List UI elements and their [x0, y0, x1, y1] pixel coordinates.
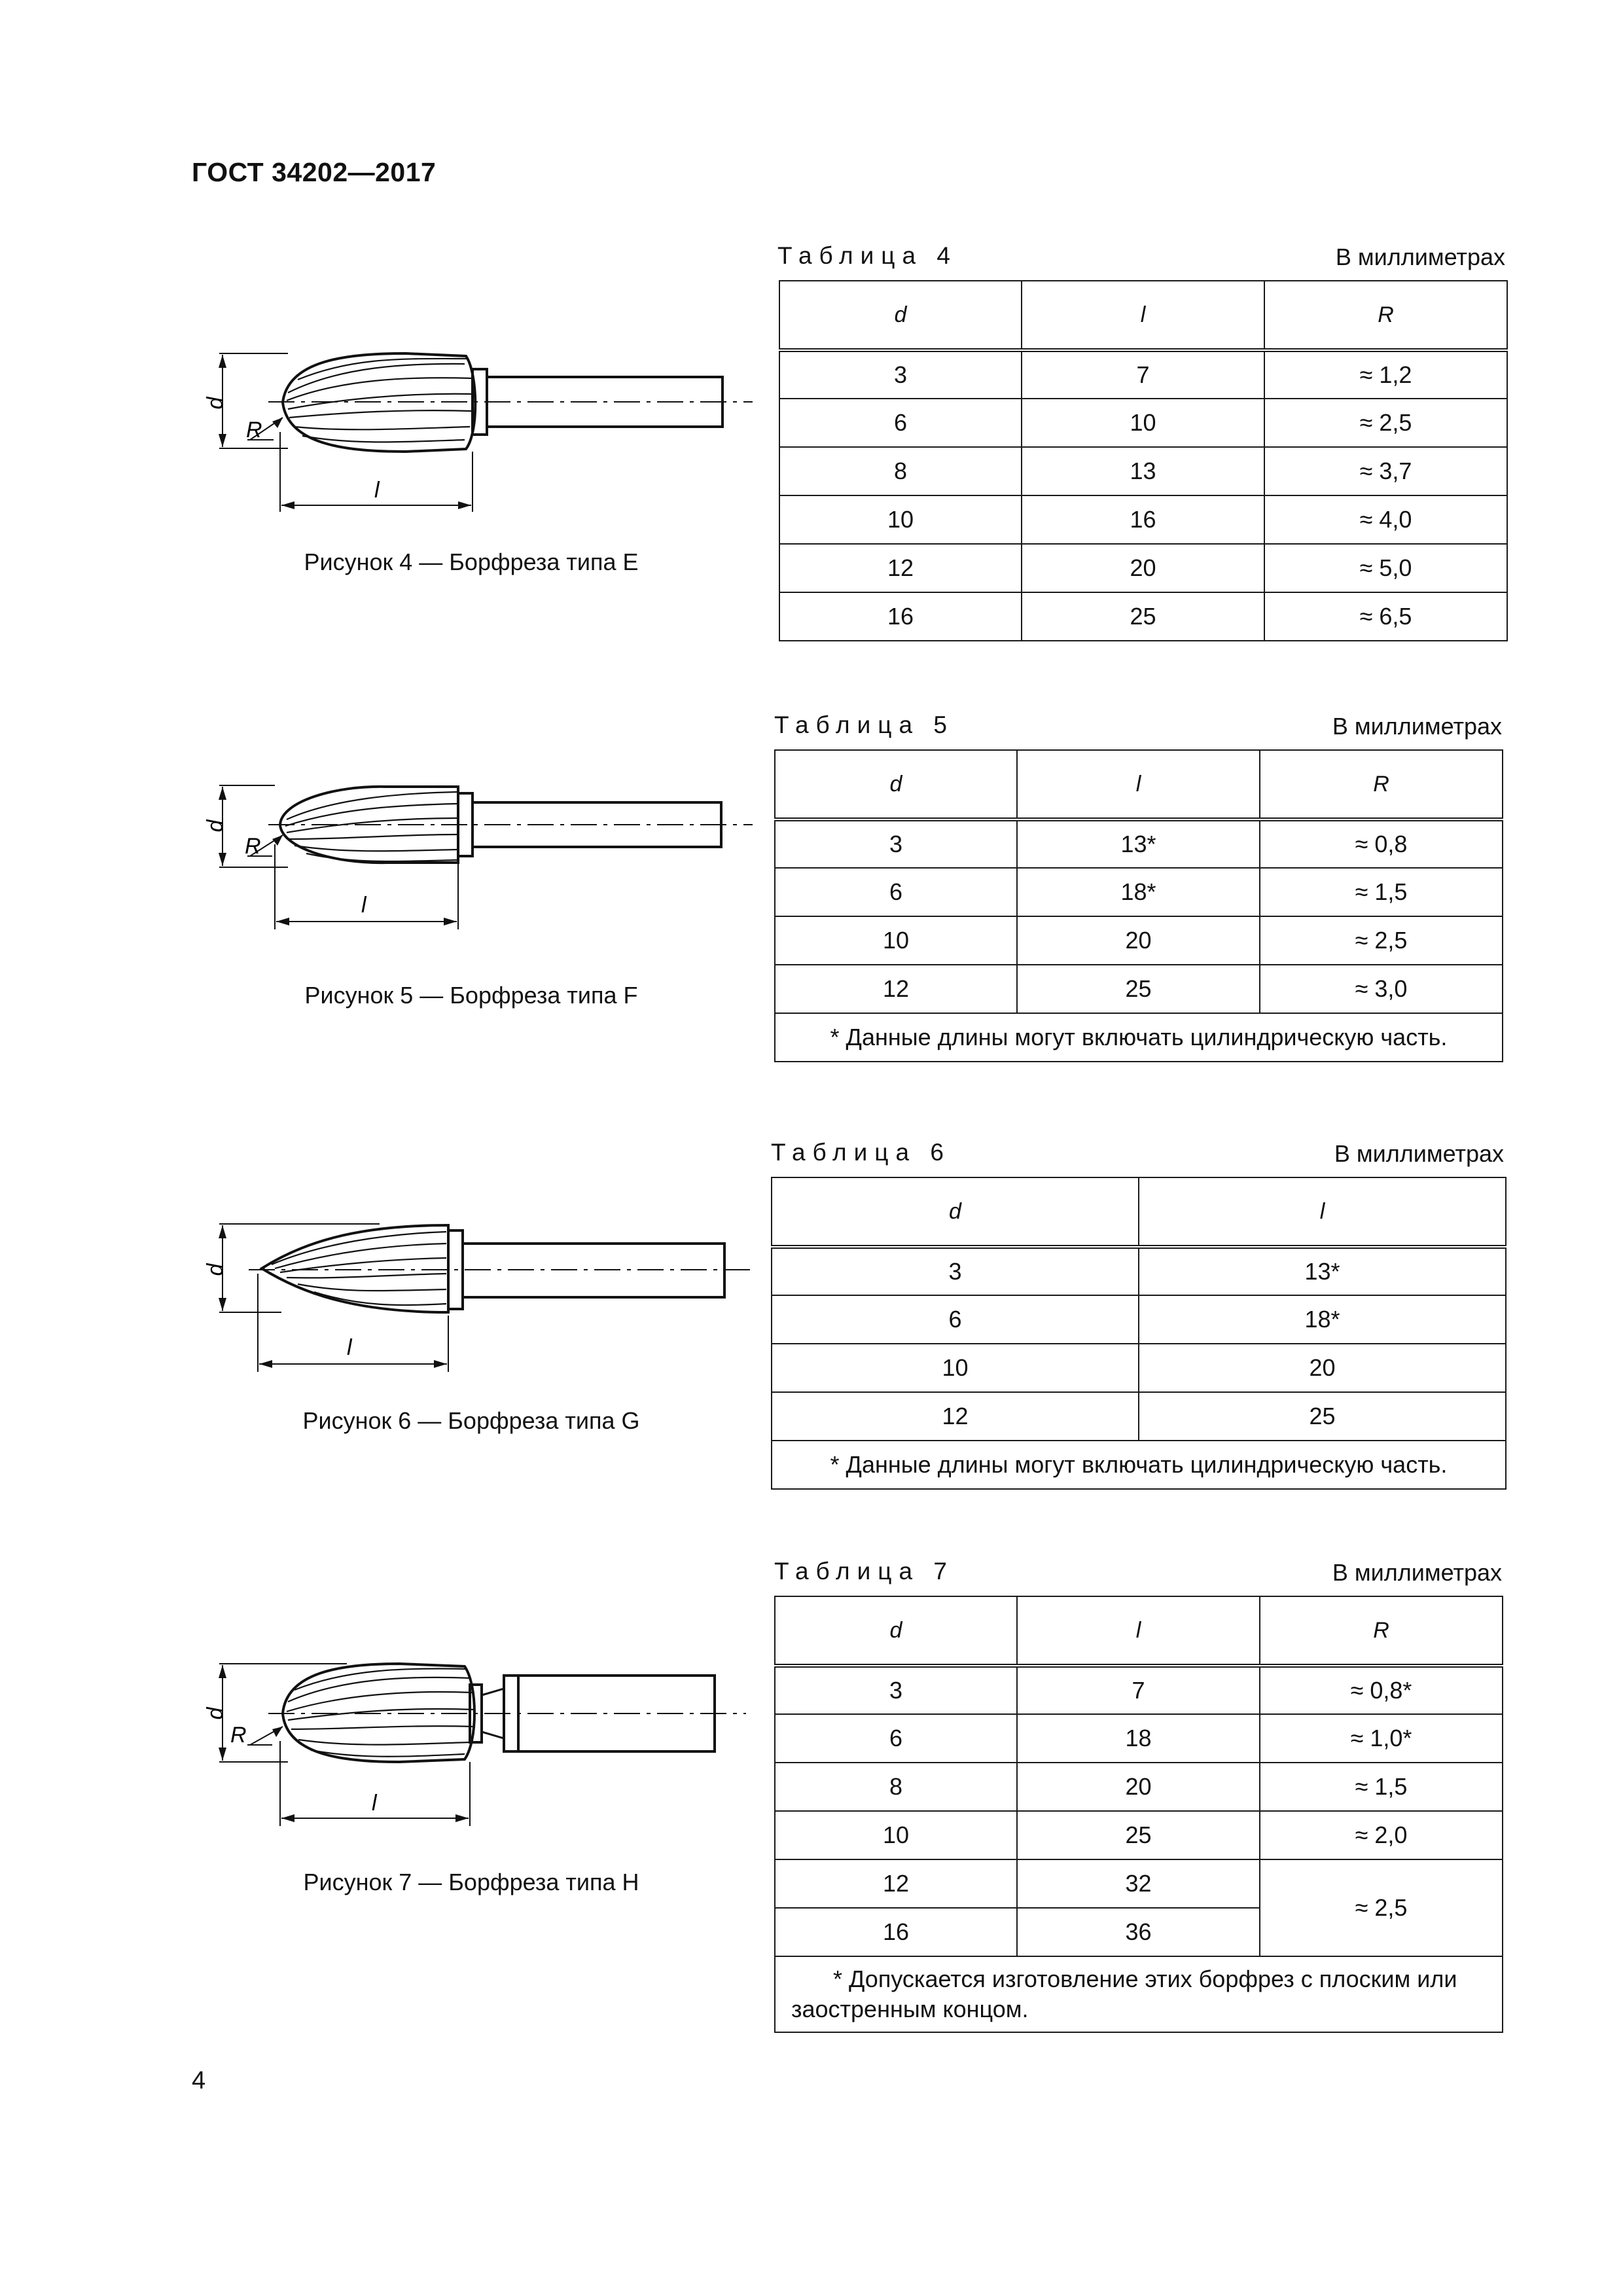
- table-7-header-r: R: [1260, 1596, 1503, 1666]
- table-row: [775, 868, 1503, 916]
- table-cell: 25: [1022, 592, 1264, 641]
- figure-4-l-label: l: [374, 478, 380, 503]
- table-cell: 32: [1017, 1859, 1260, 1908]
- table-cell: 18*: [1139, 1295, 1506, 1344]
- figure-6-d-label: d: [203, 1263, 228, 1276]
- figure-6-l-label: l: [347, 1335, 352, 1360]
- figure-7-l-label: l: [372, 1791, 377, 1816]
- figure-5-d-label: d: [203, 819, 228, 833]
- table-5: [774, 749, 1503, 1062]
- table-row: [772, 1247, 1506, 1295]
- table-6: [771, 1177, 1507, 1490]
- table-7-header-d: d: [775, 1596, 1017, 1666]
- figure-5-r-label: R: [245, 834, 261, 859]
- table-7: [774, 1596, 1503, 2033]
- figure-7-drawing: [190, 1649, 766, 1846]
- table-6-units: В миллиметрах: [1334, 1140, 1504, 1167]
- table-cell: 36: [1017, 1908, 1260, 1956]
- table-cell: 12: [775, 965, 1017, 1013]
- figure-7-caption: Рисунок 7 — Борфреза типа H: [303, 1869, 639, 1895]
- table-4: [779, 280, 1508, 641]
- table-cell: 6: [772, 1295, 1139, 1344]
- table-cell: 3: [772, 1247, 1139, 1295]
- table-cell: 12: [779, 544, 1022, 592]
- table-cell: 8: [775, 1763, 1017, 1811]
- table-5-header-d: d: [775, 750, 1017, 819]
- table-cell: 12: [772, 1392, 1139, 1441]
- table-cell: ≈ 2,5: [1264, 399, 1507, 447]
- table-cell: 3: [779, 350, 1022, 399]
- table-row: [775, 1763, 1503, 1811]
- table-7-header-l: l: [1017, 1596, 1260, 1666]
- table-cell: ≈ 2,0: [1260, 1811, 1503, 1859]
- table-row: [779, 399, 1507, 447]
- table-cell-merged: ≈ 2,5: [1260, 1859, 1503, 1956]
- figure-4-r-label: R: [246, 418, 262, 442]
- figure-5-caption: Рисунок 5 — Борфреза типа F: [304, 982, 638, 1009]
- figure-7-r-label: R: [230, 1723, 247, 1748]
- table-cell: 25: [1017, 965, 1260, 1013]
- table-cell: ≈ 3,0: [1260, 965, 1503, 1013]
- table-row: [775, 1859, 1503, 1908]
- table-cell: 10: [1022, 399, 1264, 447]
- table-cell: ≈ 5,0: [1264, 544, 1507, 592]
- table-cell: 20: [1017, 916, 1260, 965]
- table-cell: 7: [1022, 350, 1264, 399]
- table-row: [775, 1666, 1503, 1714]
- figure-6-caption: Рисунок 6 — Борфреза типа G: [302, 1407, 640, 1434]
- page-number: 4: [192, 2067, 206, 2094]
- table-cell: 6: [775, 1714, 1017, 1763]
- table-cell: ≈ 2,5: [1260, 916, 1503, 965]
- table-row: [779, 447, 1507, 495]
- table-row: [775, 1714, 1503, 1763]
- table-row: [779, 544, 1507, 592]
- figure-7-d-label: d: [203, 1707, 228, 1720]
- figure-4-drawing: [190, 340, 766, 524]
- table-row: [775, 916, 1503, 965]
- table-cell: 10: [775, 916, 1017, 965]
- table-cell: ≈ 6,5: [1264, 592, 1507, 641]
- table-cell: 8: [779, 447, 1022, 495]
- table-cell: 20: [1139, 1344, 1506, 1392]
- table-row: [772, 1392, 1506, 1441]
- table-cell: 20: [1017, 1763, 1260, 1811]
- figure-4-caption: Рисунок 4 — Борфреза типа E: [304, 548, 639, 575]
- table-cell: 20: [1022, 544, 1264, 592]
- table-cell: 10: [779, 495, 1022, 544]
- table-4-caption: Таблица 4: [777, 242, 957, 269]
- table-cell: ≈ 1,2: [1264, 350, 1507, 399]
- table-row: [779, 592, 1507, 641]
- table-5-header-l: l: [1017, 750, 1260, 819]
- table-cell: 25: [1017, 1811, 1260, 1859]
- table-row: [775, 1811, 1503, 1859]
- table-5-footnote: * Данные длины могут включать цилиндрическую часть.: [775, 1013, 1503, 1062]
- table-cell: ≈ 3,7: [1264, 447, 1507, 495]
- figure-6-drawing: [190, 1211, 766, 1388]
- table-row: [772, 1295, 1506, 1344]
- table-cell: 16: [779, 592, 1022, 641]
- table-5-caption: Таблица 5: [774, 711, 954, 738]
- table-cell: 13*: [1139, 1247, 1506, 1295]
- table-cell: ≈ 1,5: [1260, 1763, 1503, 1811]
- table-cell: 6: [779, 399, 1022, 447]
- table-row: [779, 495, 1507, 544]
- table-6-header-d: d: [772, 1177, 1139, 1247]
- figure-4-d-label: d: [203, 397, 228, 410]
- table-cell: 7: [1017, 1666, 1260, 1714]
- table-6-header-l: l: [1139, 1177, 1506, 1247]
- table-cell: 25: [1139, 1392, 1506, 1441]
- table-cell: 3: [775, 1666, 1017, 1714]
- table-row: [775, 819, 1503, 868]
- table-cell: ≈ 0,8: [1260, 819, 1503, 868]
- table-7-units: В миллиметрах: [1332, 1559, 1502, 1586]
- table-4-header-l: l: [1022, 281, 1264, 350]
- figure-5-drawing: [190, 772, 766, 956]
- table-cell: 18: [1017, 1714, 1260, 1763]
- table-row: [779, 350, 1507, 399]
- table-cell: 10: [772, 1344, 1139, 1392]
- table-cell: 16: [1022, 495, 1264, 544]
- table-cell: ≈ 1,5: [1260, 868, 1503, 916]
- table-cell: 18*: [1017, 868, 1260, 916]
- table-7-caption: Таблица 7: [774, 1558, 954, 1585]
- table-row: [772, 1344, 1506, 1392]
- figure-5-l-label: l: [361, 893, 366, 918]
- table-5-units: В миллиметрах: [1332, 713, 1502, 740]
- table-4-header-d: d: [779, 281, 1022, 350]
- document-code: ГОСТ 34202—2017: [192, 157, 437, 187]
- table-cell: 10: [775, 1811, 1017, 1859]
- table-4-units: В миллиметрах: [1335, 243, 1505, 270]
- table-row: [775, 965, 1503, 1013]
- table-7-footnote: * Допускается изготовление этих борфрез с плоским или заостренным концом.: [775, 1956, 1503, 2032]
- table-cell: 3: [775, 819, 1017, 868]
- table-cell: ≈ 1,0*: [1260, 1714, 1503, 1763]
- table-cell: ≈ 0,8*: [1260, 1666, 1503, 1714]
- table-cell: 13*: [1017, 819, 1260, 868]
- table-6-caption: Таблица 6: [771, 1139, 951, 1166]
- table-cell: 6: [775, 868, 1017, 916]
- table-cell: 13: [1022, 447, 1264, 495]
- table-5-header-r: R: [1260, 750, 1503, 819]
- table-cell: 16: [775, 1908, 1017, 1956]
- table-6-footnote: * Данные длины могут включать цилиндрическую часть.: [772, 1441, 1506, 1489]
- table-cell: ≈ 4,0: [1264, 495, 1507, 544]
- table-4-header-r: R: [1264, 281, 1507, 350]
- table-cell: 12: [775, 1859, 1017, 1908]
